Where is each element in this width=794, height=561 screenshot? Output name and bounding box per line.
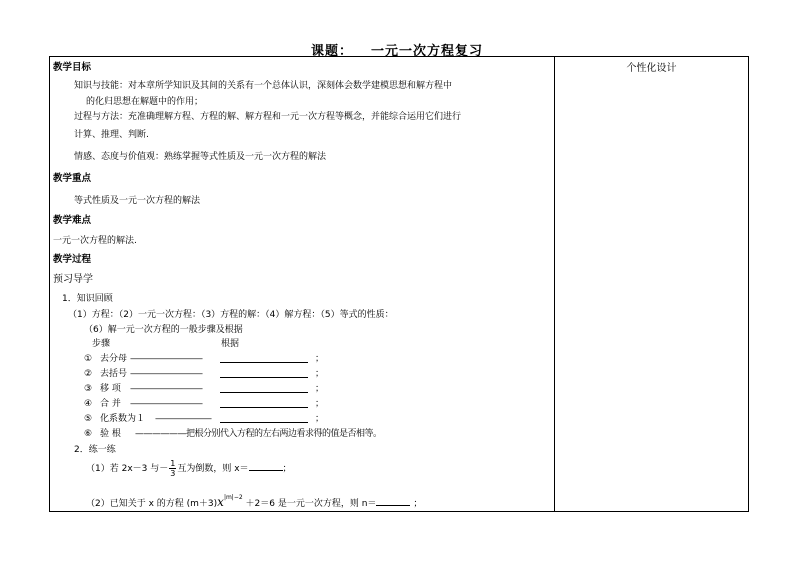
difficulties-heading: 教学难点 [53, 215, 92, 226]
step-name: 化系数为１ [100, 414, 146, 424]
q2-end: ； [413, 499, 423, 509]
question-2 [86, 492, 422, 510]
review-title: 1．知识回顾 [62, 294, 113, 304]
preview-subheading: 预习导学 [53, 274, 93, 285]
process-heading: 教学过程 [53, 254, 92, 265]
step-end: ； [315, 384, 325, 394]
step-name: 验 根 [100, 429, 121, 439]
objectives-process-line2: 计算、推理、判断. [74, 130, 149, 140]
basis-blank[interactable] [220, 353, 308, 363]
objectives-knowledge-line2: 的化归思想在解题中的作用； [86, 97, 204, 107]
step-number: ③ [84, 384, 93, 394]
step-name: 去分母 [100, 354, 128, 364]
fraction-numerator: 1 [170, 459, 176, 468]
check-text: ——————把根分别代入方程的左右两边看求得的值是否相等。 [135, 429, 382, 439]
step-name: 去括号 [100, 369, 128, 379]
step-number: ⑤ [84, 414, 93, 424]
fraction-denominator: 3 [170, 469, 176, 478]
step-dashes: ————————— [130, 369, 202, 379]
basis-column-header: 根据 [221, 339, 240, 349]
title-text: 一元一次方程复习 [371, 44, 484, 59]
lesson-table [49, 56, 749, 512]
personalized-design-header: 个性化设计 [626, 63, 677, 74]
basis-blank[interactable] [220, 383, 308, 393]
step-name: 合 并 [100, 399, 121, 409]
objectives-heading: 教学目标 [53, 62, 92, 73]
q1-prefix: （1）若 2x－3 与－ [86, 464, 169, 474]
q2-exponent: |m|−2 [223, 494, 243, 501]
column-divider [554, 56, 555, 512]
q2-variable: x [217, 495, 224, 509]
q1-suffix: 互为倒数，则 x＝ [177, 464, 249, 474]
step-number: ① [84, 354, 93, 364]
step-end: ； [315, 354, 325, 364]
step-dashes: ————————— [130, 354, 202, 364]
basis-blank[interactable] [220, 398, 308, 408]
steps-title: （6）解一元一次方程的一般步骤及根据 [84, 325, 243, 335]
q1-end: ； [282, 464, 292, 474]
title-label: 课题： [310, 44, 353, 59]
step-end: ； [315, 369, 325, 379]
step-end: ； [315, 399, 325, 409]
step-end: ； [315, 414, 325, 424]
review-items: （1）方程：（2）一元一次方程：（3）方程的解：（4）解方程：（5）等式的性质： [68, 310, 394, 320]
step-number: ⑥ [84, 429, 93, 439]
q2-prefix: （2）已知关于 x 的方程 (m＋3) [86, 499, 218, 509]
answer-blank[interactable] [376, 496, 410, 506]
objectives-attitude: 情感、态度与价值观：熟练掌握等式性质及一元一次方程的解法 [74, 152, 327, 162]
objectives-process-line1: 过程与方法：充准确理解方程、方程的解、解方程和一元一次方程等概念，并能综合运用它们进行 [74, 112, 462, 122]
step-dashes: ————————— [130, 399, 202, 409]
key-points-heading: 教学重点 [53, 173, 92, 184]
practice-title: 2．练一练 [74, 445, 116, 455]
objectives-knowledge-line1: 知识与技能：对本章所学知识及其间的关系有一个总体认识，深刻体会数学建模思想和解方程中 [74, 81, 453, 91]
q2-middle: ＋2＝6 是一元一次方程，则 n＝ [245, 499, 377, 509]
step-dashes: ————————— [130, 384, 202, 394]
fraction [169, 459, 176, 478]
step-name: 移 项 [100, 384, 121, 394]
basis-blank[interactable] [220, 368, 308, 378]
step-number: ② [84, 369, 93, 379]
step-dashes: ——————— [155, 414, 211, 424]
key-points-text: 等式性质及一元一次方程的解法 [74, 196, 201, 206]
question-1 [86, 459, 292, 479]
steps-column-header: 步骤 [92, 339, 111, 349]
answer-blank[interactable] [249, 461, 283, 471]
basis-blank[interactable] [220, 413, 308, 423]
step-number: ④ [84, 399, 93, 409]
difficulties-text: 一元一次方程的解法. [53, 236, 137, 246]
